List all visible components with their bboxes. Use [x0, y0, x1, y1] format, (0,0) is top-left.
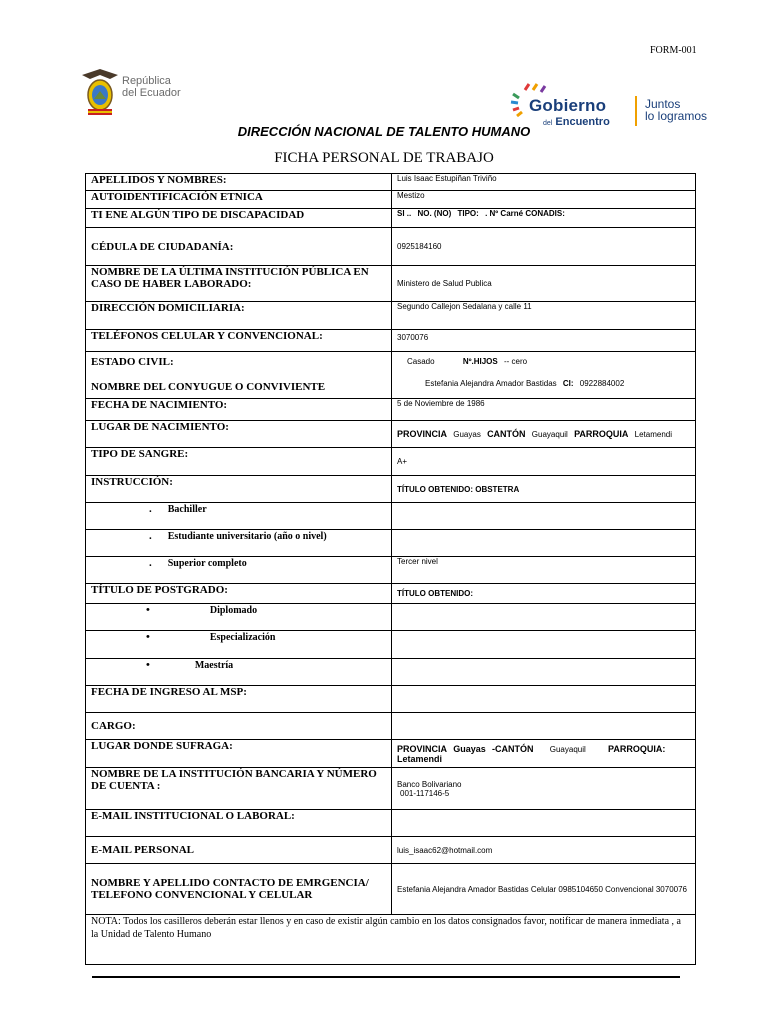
- personal-form-table: [85, 173, 696, 965]
- table-row: [86, 228, 696, 266]
- suf-canton-label: -CANTÓN: [492, 743, 534, 754]
- field-bachiller[interactable]: [392, 503, 696, 530]
- field-especializacion[interactable]: [392, 631, 696, 659]
- label-tipo-sangre: TIPO DE SANGRE:: [86, 448, 392, 476]
- suf-provincia: Guayas: [453, 743, 486, 754]
- label-fecha-nacimiento: FECHA DE NACIMIENTO:: [86, 399, 392, 421]
- table-row: [86, 584, 696, 604]
- bottom-divider: [92, 976, 680, 978]
- suf-provincia-label: PROVINCIA: [397, 743, 448, 754]
- label-fecha-ingreso: FECHA DE INGRESO AL MSP:: [86, 686, 392, 713]
- field-maestria[interactable]: [392, 659, 696, 686]
- form-title: FICHA PERSONAL DE TRABAJO: [274, 150, 494, 166]
- table-row: [86, 631, 696, 659]
- table-row: [86, 810, 696, 837]
- suf-parroquia-label: PARROQUIA:: [608, 743, 666, 754]
- ci-value: 0922884002: [579, 379, 625, 388]
- estado-civil-value: Casado: [407, 357, 435, 366]
- label-emergencia: NOMBRE Y APELLIDO CONTACTO DE EMRGENCIA/ TELEFONO CONVENCIONAL Y CELULAR: [86, 864, 392, 915]
- nac-canton: Guayaquil: [531, 430, 568, 439]
- table-row: [86, 448, 696, 476]
- disc-no: NO. (NO): [417, 209, 452, 218]
- table-row: [86, 399, 696, 421]
- field-sufraga[interactable]: [392, 740, 696, 768]
- field-apellidos[interactable]: Luis Isaac Estupiñan Triviño: [392, 174, 696, 191]
- ecuador-logo: [80, 65, 200, 125]
- gobierno-slogan: Juntos lo logramos: [645, 97, 708, 123]
- table-row: [86, 557, 696, 584]
- field-instruccion[interactable]: TÍTULO OBTENIDO: OBSTETRA: [392, 476, 696, 503]
- field-direccion[interactable]: Segundo Callejon Sedalana y calle 11: [392, 302, 696, 330]
- table-row: [86, 713, 696, 740]
- table-row: [86, 740, 696, 768]
- ci-label: CI:: [562, 379, 574, 388]
- table-row: [86, 209, 696, 228]
- label-estudiante: . Estudiante universitario (año o nivel): [86, 530, 392, 557]
- banco-cuenta: 001-117146-5: [400, 788, 450, 798]
- table-row: [86, 768, 696, 810]
- table-row: [86, 330, 696, 352]
- field-diplomado[interactable]: [392, 604, 696, 631]
- field-superior[interactable]: Tercer nivel: [392, 557, 696, 584]
- suf-canton: Guayaquil: [549, 744, 586, 754]
- disc-tipo: TIPO:: [457, 209, 479, 218]
- hijos-label: Nº.HIJOS: [462, 357, 498, 366]
- field-postgrado[interactable]: TÍTULO OBTENIDO:: [392, 584, 696, 604]
- label-lugar-nacimiento: LUGAR DE NACIMIENTO:: [86, 421, 392, 448]
- nac-parroquia: Letamendi: [634, 430, 672, 439]
- table-row: [86, 604, 696, 631]
- label-cedula: CÉDULA DE CIUDADANÍA:: [86, 228, 392, 266]
- label-instruccion: INSTRUCCIÓN:: [86, 476, 392, 503]
- ecuador-logo-text: República del Ecuador: [122, 75, 181, 99]
- table-row: [86, 659, 696, 686]
- conyugue-value: Estefania Alejandra Amador Bastidas: [425, 379, 557, 388]
- field-autoid[interactable]: Mestizo: [392, 191, 696, 209]
- label-maestria: • Maestría: [86, 659, 392, 686]
- field-fecha-nacimiento[interactable]: 5 de Noviembre de 1986: [392, 399, 696, 421]
- nac-provincia: Guayas: [453, 430, 481, 439]
- table-row: [86, 302, 696, 330]
- label-apellidos: APELLIDOS Y NOMBRES:: [86, 174, 392, 191]
- nota: NOTA: Todos los casilleros deberán estar llenos y en caso de existir algún cambio en los datos consignados favor, notificar de manera inmediata , a la Unidad de Talento Humano: [86, 915, 696, 965]
- field-lugar-nacimiento[interactable]: [392, 421, 696, 448]
- disc-carne: . Nº Carné CONADIS:: [485, 209, 565, 218]
- field-discapacidad[interactable]: [392, 209, 696, 228]
- label-ultima-institucion: NOMBRE DE LA ÚLTIMA INSTITUCIÓN PÚBLICA EN CASO DE HABER LABORADO:: [86, 266, 392, 302]
- gobierno-logo-divider: [635, 96, 637, 126]
- field-estado-civil-conyugue[interactable]: [392, 352, 696, 399]
- label-email-personal: E-MAIL PERSONAL: [86, 837, 392, 864]
- table-row: [86, 352, 696, 399]
- field-fecha-ingreso[interactable]: [392, 686, 696, 713]
- label-banco: NOMBRE DE LA INSTITUCIÓN BANCARIA Y NÚMERO DE CUENTA :: [86, 768, 392, 810]
- table-row: [86, 530, 696, 557]
- label-discapacidad: TI ENE ALGÚN TIPO DE DISCAPACIDAD: [86, 209, 392, 228]
- disc-si: SI ..: [397, 209, 412, 218]
- label-sufraga: LUGAR DONDE SUFRAGA:: [86, 740, 392, 768]
- hijos-value: -- cero: [503, 357, 528, 366]
- label-direccion: DIRECCIÓN DOMICILIARIA:: [86, 302, 392, 330]
- table-row: [86, 864, 696, 915]
- label-cargo: CARGO:: [86, 713, 392, 740]
- table-row: [86, 266, 696, 302]
- table-row: [86, 421, 696, 448]
- table-row: [86, 503, 696, 530]
- table-row: [86, 686, 696, 713]
- label-autoid: AUTOIDENTIFICACIÓN ETNICA: [86, 191, 392, 209]
- table-row: [86, 174, 696, 191]
- field-emergencia[interactable]: Estefania Alejandra Amador Bastidas Celular 0985104650 Convencional 3070076: [392, 864, 696, 915]
- field-cargo[interactable]: [392, 713, 696, 740]
- label-superior: . Superior completo: [86, 557, 392, 584]
- suf-parroquia: Letamendi: [397, 753, 443, 764]
- label-conyugue: NOMBRE DEL CONYUGUE O CONVIVIENTE: [91, 381, 326, 393]
- label-postgrado: TÍTULO DE POSTGRADO:: [86, 584, 392, 604]
- table-row: [86, 476, 696, 503]
- field-ultima-institucion[interactable]: Ministero de Salud Publica: [392, 266, 696, 302]
- table-row: [86, 837, 696, 864]
- label-telefonos: TELÉFONOS CELULAR Y CONVENCIONAL:: [86, 330, 392, 352]
- field-telefonos[interactable]: 3070076: [392, 330, 696, 352]
- direction-title: DIRECCIÓN NACIONAL DE TALENTO HUMANO: [237, 124, 531, 139]
- label-email-institucional: E-MAIL INSTITUCIONAL O LABORAL:: [86, 810, 392, 837]
- label-estado-civil-conyugue: [86, 352, 392, 399]
- form-code: FORM-001: [650, 45, 697, 56]
- field-banco[interactable]: [392, 768, 696, 810]
- banco-nombre: Banco Bolivariano: [397, 779, 462, 789]
- label-estado-civil: ESTADO CIVIL:: [91, 356, 174, 368]
- coat-of-arms-icon: [80, 65, 120, 121]
- field-email-institucional[interactable]: [392, 810, 696, 837]
- table-row: [86, 915, 696, 965]
- nac-parroquia-label: PARROQUIA: [574, 429, 629, 439]
- label-bachiller: . Bachiller: [86, 503, 392, 530]
- field-estudiante[interactable]: [392, 530, 696, 557]
- nac-canton-label: CANTÓN: [487, 429, 526, 439]
- gobierno-logo-main: Gobierno: [529, 96, 607, 115]
- label-diplomado: • Diplomado: [86, 604, 392, 631]
- gobierno-logo-sub: del Encuentro: [543, 116, 610, 128]
- field-cedula[interactable]: 0925184160: [392, 228, 696, 266]
- table-row: [86, 191, 696, 209]
- field-email-personal[interactable]: luis_isaac62@hotmail.com: [392, 837, 696, 864]
- nac-provincia-label: PROVINCIA: [397, 429, 448, 439]
- label-especializacion: • Especialización: [86, 631, 392, 659]
- field-tipo-sangre[interactable]: A+: [392, 448, 696, 476]
